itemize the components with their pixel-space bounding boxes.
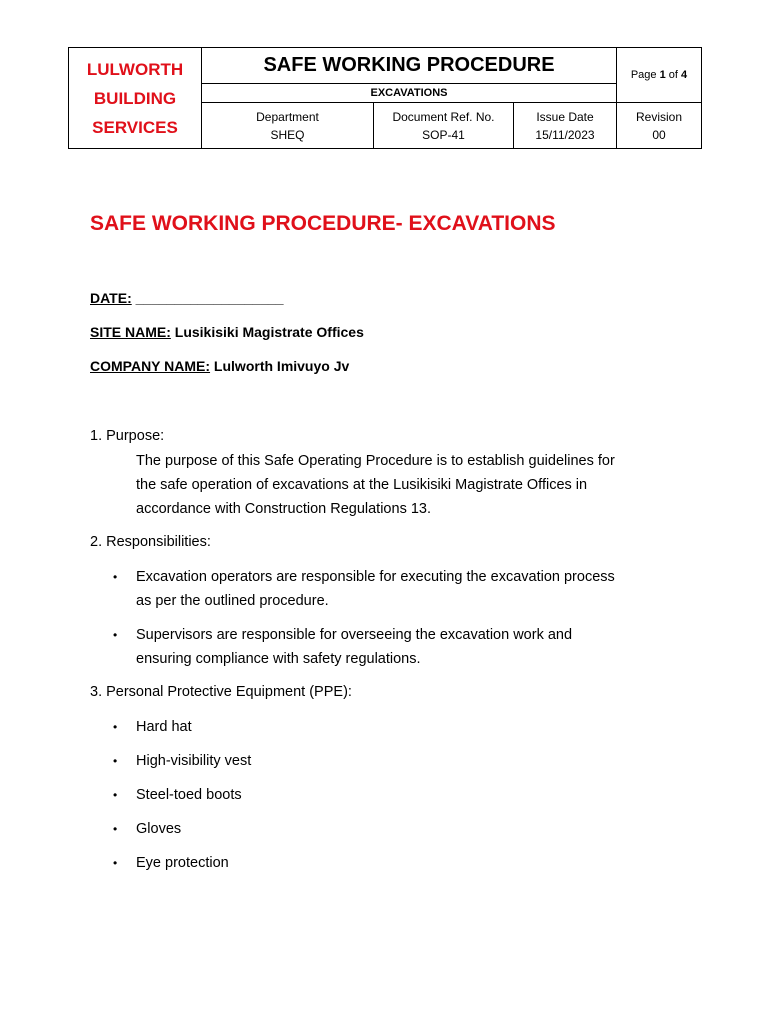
ppe-item: Eye protection <box>136 855 229 871</box>
company-name-field <box>90 358 349 374</box>
list-item <box>108 783 251 807</box>
company-line: LULWORTH <box>86 59 184 79</box>
page-total: 4 <box>681 69 688 81</box>
date-label: DATE: <box>90 290 132 306</box>
document-title: SAFE WORKING PROCEDURE- EXCAVATIONS <box>90 212 556 235</box>
ppe-item: Gloves <box>136 821 182 837</box>
company-name <box>69 48 202 149</box>
issue-date-cell <box>514 103 617 149</box>
purpose-paragraph <box>136 449 676 521</box>
bullet-icon: • <box>113 822 118 836</box>
bullet-icon: • <box>113 570 118 584</box>
list-item <box>108 623 615 671</box>
header-title: SAFE WORKING PROCEDURE <box>202 48 617 84</box>
site-name-field <box>90 324 364 340</box>
purpose-line: the safe operation of excavations at the Lusikisiki Magistrate Offices in <box>136 477 588 493</box>
site-name-label: SITE NAME: <box>90 324 171 340</box>
list-item <box>108 851 251 875</box>
company-name-label: COMPANY NAME: <box>90 358 211 374</box>
list-item-line: ensuring compliance with safety regulations. <box>136 651 421 667</box>
responsibilities-list <box>108 565 615 671</box>
revision-cell <box>617 103 702 149</box>
company-line: BUILDING <box>93 88 177 108</box>
header-subtitle: EXCAVATIONS <box>202 84 617 103</box>
bullet-icon: • <box>113 856 118 870</box>
ppe-item: High-visibility vest <box>136 753 252 769</box>
issue-date-label: Issue Date <box>536 109 594 124</box>
date-value: ___________________ <box>131 290 284 306</box>
issue-date-value: 15/11/2023 <box>535 127 595 142</box>
list-item <box>108 565 615 613</box>
ppe-item: Steel-toed boots <box>136 787 242 803</box>
purpose-line: accordance with Construction Regulations 13. <box>136 501 431 517</box>
docref-cell <box>374 103 514 149</box>
department-value: SHEQ <box>270 127 305 142</box>
department-label: Department <box>256 109 319 124</box>
bullet-icon: • <box>113 720 118 734</box>
bullet-icon: • <box>113 788 118 802</box>
company-line: SERVICES <box>92 117 178 137</box>
page-current: 1 <box>659 69 666 81</box>
revision-label: Revision <box>635 109 683 124</box>
docref-label: Document Ref. No. <box>392 109 495 124</box>
list-item-line: Supervisors are responsible for overseeing the excavation work and <box>136 627 573 643</box>
page-of: of <box>668 69 678 81</box>
purpose-heading: 1. Purpose: <box>90 428 165 444</box>
page-word: Page <box>630 69 657 81</box>
docref-value: SOP-41 <box>422 127 465 142</box>
list-item-line: Excavation operators are responsible for executing the excavation process <box>136 569 615 585</box>
list-item <box>108 817 251 841</box>
company-name-value: Lulworth Imivuyo Jv <box>210 358 350 374</box>
bullet-icon: • <box>113 754 118 768</box>
purpose-line: The purpose of this Safe Operating Procedure is to establish guidelines for <box>136 453 615 469</box>
revision-value: 00 <box>652 127 666 142</box>
responsibilities-heading: 2. Responsibilities: <box>90 534 211 550</box>
department-cell <box>202 103 374 149</box>
ppe-list <box>108 715 251 875</box>
list-item-line: as per the outlined procedure. <box>136 593 329 609</box>
header-table <box>68 47 702 149</box>
bullet-icon: • <box>113 628 118 642</box>
list-item <box>108 749 251 773</box>
ppe-item: Hard hat <box>136 719 192 735</box>
list-item <box>108 715 251 739</box>
ppe-heading: 3. Personal Protective Equipment (PPE): <box>90 684 352 700</box>
page-number <box>617 48 702 103</box>
date-field <box>90 290 284 306</box>
site-name-value: Lusikisiki Magistrate Offices <box>170 324 364 340</box>
